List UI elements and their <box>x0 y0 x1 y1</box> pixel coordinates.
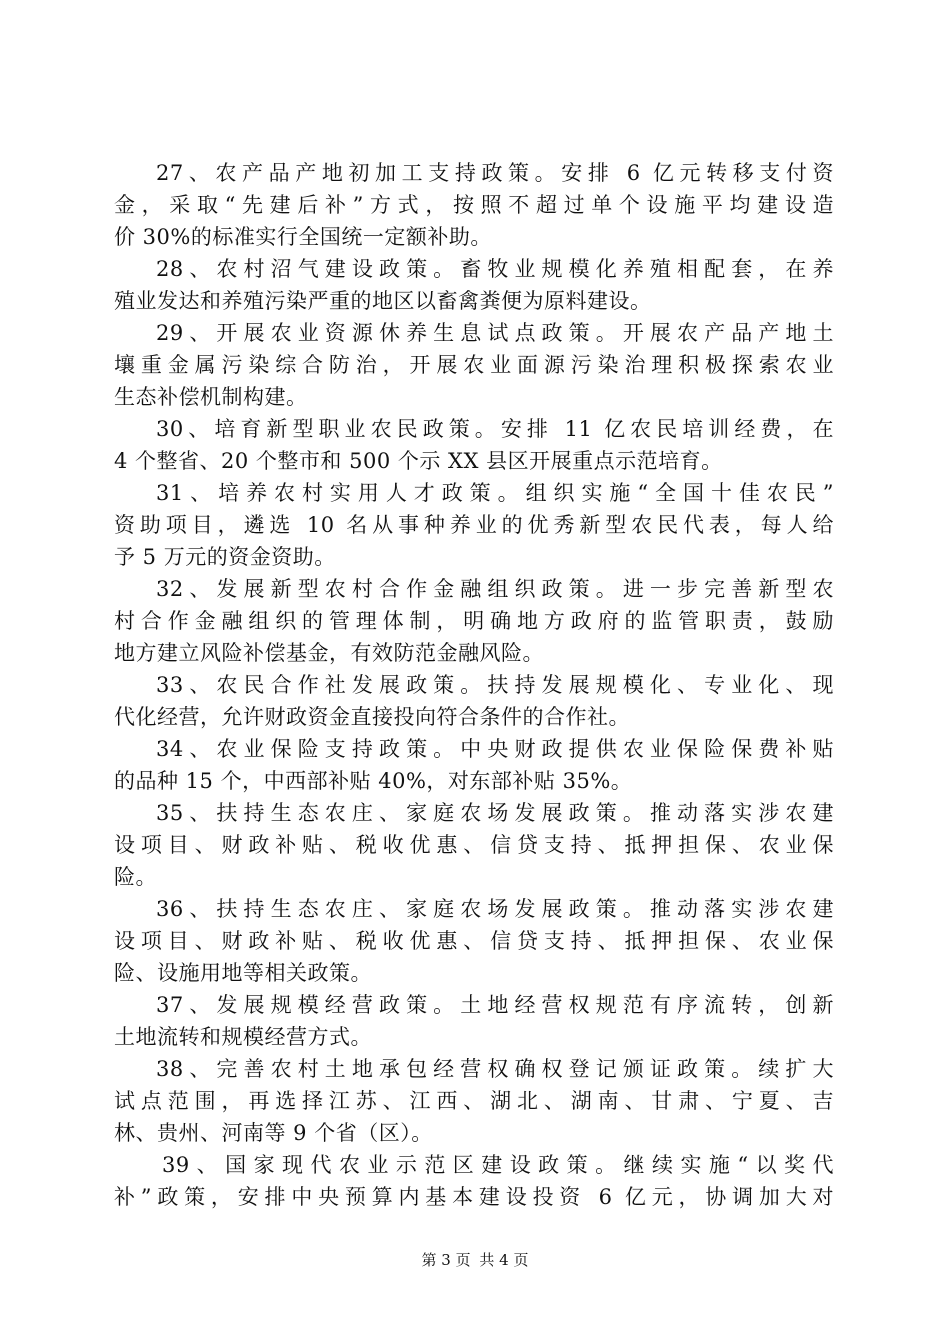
text-line: 予 5 万元的资金资助。 <box>114 545 336 569</box>
document-body <box>114 157 834 1213</box>
text-line: 27、农产品产地初加工支持政策。安排 6 亿元转移支付资 <box>156 161 834 185</box>
text-line: 价 30%的标准实行全国统一定额补助。 <box>114 225 492 249</box>
text-line: 险、设施用地等相关政策。 <box>114 961 372 985</box>
text-line: 39、国家现代农业示范区建设政策。继续实施“以奖代 <box>162 1153 834 1177</box>
text-line: 险。 <box>114 865 157 889</box>
page-footer <box>0 1250 950 1270</box>
text-line: 设项目、财政补贴、税收优惠、信贷支持、抵押担保、农业保 <box>114 929 834 953</box>
text-line: 31、培养农村实用人才政策。组织实施“全国十佳农民” <box>156 481 834 505</box>
text-line: 38、完善农村土地承包经营权确权登记颁证政策。续扩大 <box>156 1057 834 1081</box>
text-line: 地方建立风险补偿基金，有效防范金融风险。 <box>114 641 544 665</box>
text-line: 殖业发达和养殖污染严重的地区以畜禽粪便为原料建设。 <box>114 289 652 313</box>
text-line: 35、扶持生态农庄、家庭农场发展政策。推动落实涉农建 <box>156 801 834 825</box>
text-line: 37、发展规模经营政策。土地经营权规范有序流转，创新 <box>156 993 834 1017</box>
text-line: 金，采取“先建后补”方式，按照不超过单个设施平均建设造 <box>114 193 834 217</box>
text-line: 代化经营，允许财政资金直接投向符合条件的合作社。 <box>114 705 630 729</box>
text-line: 设项目、财政补贴、税收优惠、信贷支持、抵押担保、农业保 <box>114 833 834 857</box>
text-line: 34、农业保险支持政策。中央财政提供农业保险保费补贴 <box>156 737 834 761</box>
text-line: 29、开展农业资源休养生息试点政策。开展农产品产地土 <box>156 321 834 345</box>
text-line: 林、贵州、河南等 9 个省（区）。 <box>114 1121 433 1145</box>
text-line: 36、扶持生态农庄、家庭农场发展政策。推动落实涉农建 <box>156 897 834 921</box>
text-line: 28、农村沼气建设政策。畜牧业规模化养殖相配套，在养 <box>156 257 834 281</box>
text-line: 32、发展新型农村合作金融组织政策。进一步完善新型农 <box>156 577 834 601</box>
text-line: 生态补偿机制构建。 <box>114 385 308 409</box>
page-total: 共 4 页 <box>479 1251 529 1269</box>
text-line: 33、农民合作社发展政策。扶持发展规模化、专业化、现 <box>156 673 834 697</box>
text-line: 试点范围，再选择江苏、江西、湖北、湖南、甘肃、宁夏、吉 <box>114 1089 834 1113</box>
text-line: 土地流转和规模经营方式。 <box>114 1025 372 1049</box>
text-line: 村合作金融组织的管理体制，明确地方政府的监管职责，鼓励 <box>114 609 834 633</box>
text-line: 补”政策，安排中央预算内基本建设投资 6 亿元，协调加大对 <box>114 1185 834 1209</box>
text-line: 壤重金属污染综合防治，开展农业面源污染治理积极探索农业 <box>114 353 834 377</box>
text-line: 资助项目，遴选 10 名从事种养业的优秀新型农民代表，每人给 <box>114 513 834 537</box>
text-line: 4 个整省、20 个整市和 500 个示 XX 县区开展重点示范培育。 <box>114 449 723 473</box>
text-line: 的品种 15 个，中西部补贴 40%，对东部补贴 35%。 <box>114 769 633 793</box>
text-line: 30、培育新型职业农民政策。安排 11 亿农民培训经费，在 <box>156 417 834 441</box>
page-number: 第 3 页 <box>421 1251 471 1269</box>
